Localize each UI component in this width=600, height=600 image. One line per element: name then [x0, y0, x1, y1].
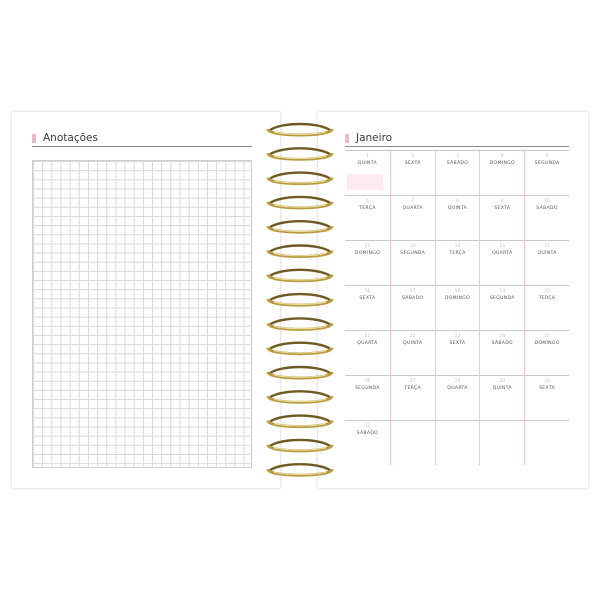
day-number: 15 — [544, 244, 550, 249]
spiral-coil — [268, 416, 332, 427]
spiral-coil — [268, 148, 332, 159]
weekday-label: SÁBADO — [536, 206, 558, 211]
weekday-label: DOMINGO — [354, 251, 380, 256]
day-number: 29 — [499, 379, 506, 384]
spiral-coil — [268, 318, 332, 329]
left-page-notes — [12, 112, 280, 488]
day-number: 26 — [364, 379, 371, 384]
day-number: 18 — [454, 289, 461, 294]
weekday-label: SEXTA — [449, 341, 466, 346]
spiral-coil — [268, 270, 332, 281]
calendar-day-cell — [345, 150, 390, 195]
day-number: 12 — [409, 244, 416, 249]
day-number: 10 — [544, 199, 550, 204]
day-number: 17 — [409, 289, 416, 294]
calendar-day-cell — [479, 240, 524, 285]
weekday-label: QUARTA — [447, 386, 468, 391]
day-number: 6 — [365, 199, 369, 204]
day-number: 28 — [454, 379, 461, 384]
calendar-day-cell — [345, 375, 390, 420]
calendar-day-cell — [435, 375, 480, 420]
day-number: 31 — [364, 424, 371, 429]
calendar-day-cell — [390, 150, 435, 195]
day-number: 21 — [364, 334, 371, 339]
spiral-coil — [268, 124, 332, 135]
calendar-day-cell — [390, 195, 435, 240]
day-number: 7 — [411, 199, 415, 204]
weekday-label: QUARTA — [492, 251, 513, 256]
spiral-coil — [268, 440, 332, 451]
weekday-label: QUINTA — [447, 206, 468, 211]
calendar-day-cell — [435, 195, 480, 240]
weekday-label: SÁBADO — [491, 341, 513, 346]
weekday-label: TERÇA — [449, 251, 466, 256]
spiral-coil — [268, 197, 332, 208]
weekday-label: QUINTA — [537, 251, 557, 256]
calendar-day-cell — [524, 240, 569, 285]
day-number: 1 — [365, 154, 369, 159]
calendar-day-cell — [479, 375, 524, 420]
day-number: 22 — [409, 334, 416, 339]
spiral-coil — [268, 246, 332, 257]
weekday-label: SEXTA — [539, 386, 556, 391]
month-title: Janeiro — [356, 132, 393, 144]
day-number: 2 — [411, 154, 415, 159]
weekday-label: DOMINGO — [444, 296, 471, 301]
weekday-label: QUINTA — [357, 161, 377, 166]
weekday-label: DOMINGO — [489, 161, 515, 166]
day-number: 24 — [499, 334, 506, 339]
spiral-coil — [268, 294, 332, 305]
calendar-day-cell — [479, 330, 524, 375]
calendar-day-cell — [524, 375, 569, 420]
day-number: 19 — [499, 289, 506, 294]
calendar-day-cell — [390, 375, 435, 420]
day-number: 23 — [454, 334, 461, 339]
day-number: 20 — [544, 289, 550, 294]
day-number: 27 — [409, 379, 416, 384]
calendar-day-cell — [479, 420, 524, 465]
calendar-day-cell — [390, 330, 435, 375]
day-number: 30 — [544, 379, 550, 384]
weekday-label: DOMINGO — [534, 341, 560, 346]
calendar-day-cell — [435, 150, 480, 195]
weekday-label: SEGUNDA — [354, 386, 380, 391]
day-number: 13 — [454, 244, 461, 249]
calendar-day-cell — [435, 240, 480, 285]
calendar-day-cell — [479, 150, 524, 195]
month-heading-rule — [345, 146, 569, 147]
calendar-day-cell — [435, 420, 480, 465]
calendar-day-cell — [479, 195, 524, 240]
calendar-day-cell — [390, 240, 435, 285]
weekday-label: SÁBADO — [446, 161, 469, 166]
weekday-label: SEGUNDA — [534, 161, 560, 166]
day-number: 8 — [456, 199, 459, 204]
weekday-label: SEGUNDA — [400, 251, 426, 256]
weekday-label: SEXTA — [404, 161, 421, 166]
day-number: 16 — [364, 289, 371, 294]
calendar-day-cell — [435, 330, 480, 375]
notes-grid — [32, 160, 252, 468]
notes-heading-rule — [32, 146, 252, 147]
day-number: 9 — [500, 199, 504, 204]
spiral-coil — [268, 173, 332, 184]
calendar-day-cell — [390, 285, 435, 330]
spiral-coil — [268, 343, 332, 354]
day-number: 25 — [544, 334, 550, 339]
day-number: 11 — [364, 244, 371, 249]
month-calendar-grid — [345, 150, 569, 465]
weekday-label: TERÇA — [359, 206, 376, 211]
calendar-day-cell — [524, 330, 569, 375]
day-number: 5 — [545, 154, 549, 159]
calendar-day-cell — [524, 285, 569, 330]
calendar-day-cell — [345, 330, 390, 375]
weekday-label: QUARTA — [357, 341, 378, 346]
calendar-day-cell — [345, 195, 390, 240]
heading-marker-icon — [32, 134, 36, 143]
day-number: 14 — [499, 244, 506, 249]
calendar-day-cell — [390, 420, 435, 465]
month-heading — [345, 130, 392, 146]
calendar-day-cell — [345, 420, 390, 465]
weekday-label: QUINTA — [492, 386, 512, 391]
spiral-coil — [268, 391, 332, 402]
day-number: 3 — [456, 154, 459, 159]
day-number: 4 — [500, 154, 504, 159]
spiral-coil — [268, 464, 332, 475]
notes-heading — [32, 130, 98, 146]
calendar-day-cell — [524, 195, 569, 240]
weekday-label: TERÇA — [538, 296, 556, 301]
weekday-label: SEGUNDA — [489, 296, 515, 301]
calendar-day-cell — [479, 285, 524, 330]
notes-title: Anotações — [43, 132, 98, 144]
calendar-day-cell — [524, 150, 569, 195]
highlight-note-area — [347, 174, 383, 190]
weekday-label: SÁBADO — [401, 296, 424, 301]
spiral-coil — [268, 221, 332, 232]
calendar-day-cell — [435, 285, 480, 330]
heading-marker-icon — [345, 134, 349, 143]
weekday-label: TERÇA — [404, 386, 421, 391]
spiral-binding-icon — [262, 118, 338, 486]
spiral-coil — [268, 367, 332, 378]
calendar-day-cell — [345, 285, 390, 330]
weekday-label: SEXTA — [359, 296, 376, 301]
weekday-label: SEXTA — [494, 206, 511, 211]
weekday-label: SÁBADO — [356, 431, 379, 436]
weekday-label: QUINTA — [403, 341, 423, 346]
right-page-calendar — [318, 112, 588, 488]
weekday-label: QUARTA — [402, 206, 423, 211]
calendar-day-cell — [524, 420, 569, 465]
calendar-day-cell — [345, 240, 390, 285]
